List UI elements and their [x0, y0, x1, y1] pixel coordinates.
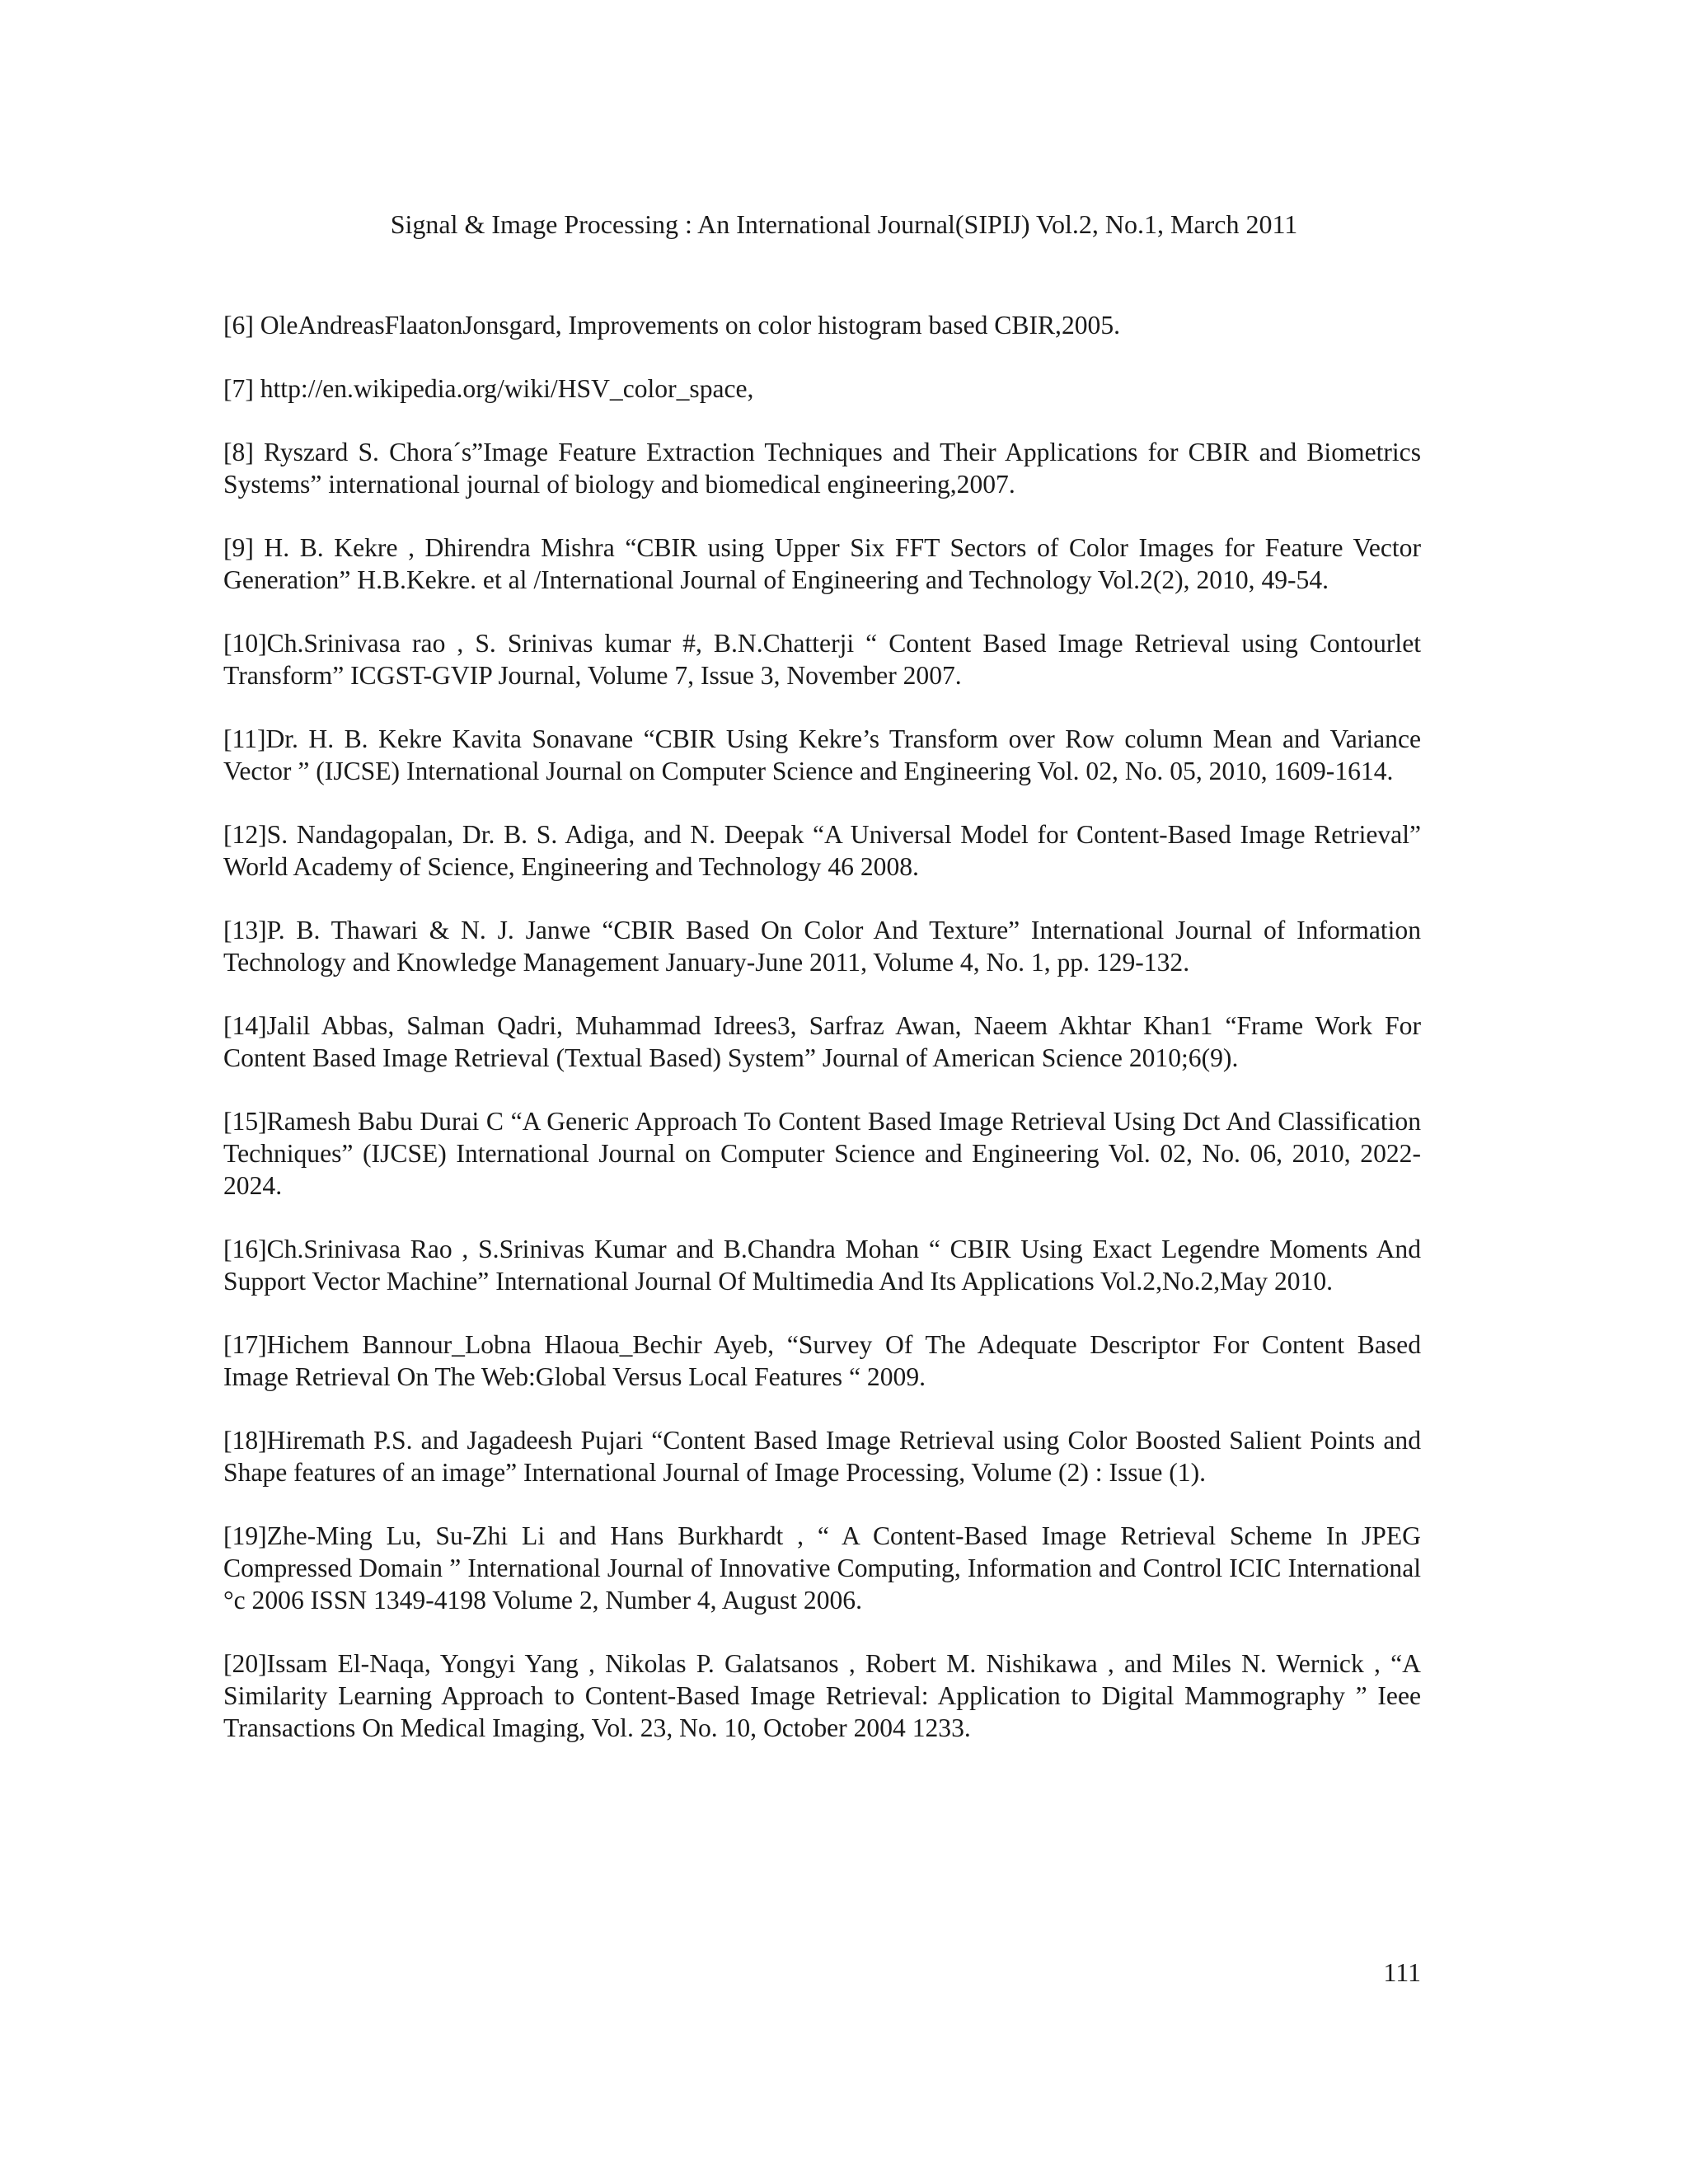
reference-8: [8] Ryszard S. Chora´s”Image Feature Extraction Techniques and Their Applications for CBIR and Biometrics Systems” international journal of biology and biomedical engineering,2007. [223, 438, 1421, 499]
running-header: Signal & Image Processing : An International Journal(SIPIJ) Vol.2, No.1, March 2011 [390, 209, 1298, 239]
reference-20: [20]Issam El-Naqa, Yongyi Yang , Nikolas P. Galatsanos , Robert M. Nishikawa , and Miles N. Wernick , “A Similarity Learning Approach to Content-Based Image Retrieval: Application to Digital Mammography ” Ieee Transactions On Medical Imaging, Vol. 23, No. 10, October 2004 1233. [223, 1649, 1421, 1742]
reference-6: [6] OleAndreasFlaatonJonsgard, Improvements on color histogram based CBIR,2005. [223, 311, 1121, 340]
reference-9: [9] H. B. Kekre , Dhirendra Mishra “CBIR using Upper Six FFT Sectors of Color Images for Feature Vector Generation” H.B.Kekre. et al /International Journal of Engineering and Technology Vol.2(2), 2010, 49-54. [223, 533, 1421, 594]
reference-19: [19]Zhe-Ming Lu, Su-Zhi Li and Hans Burkhardt , “ A Content-Based Image Retrieval Scheme In JPEG Compressed Domain ” International Journal of Innovative Computing, Information and Control ICIC International °c 2006 ISSN 1349-4198 Volume 2, Number 4, August 2006. [223, 1521, 1421, 1615]
reference-14: [14]Jalil Abbas, Salman Qadri, Muhammad Idrees3, Sarfraz Awan, Naeem Akhtar Khan1 “Frame Work For Content Based Image Retrieval (Textual Based) System” Journal of American Science 2010;6(9). [223, 1011, 1421, 1072]
reference-18: [18]Hiremath P.S. and Jagadeesh Pujari “Content Based Image Retrieval using Color Boosted Salient Points and Shape features of an image” International Journal of Image Processing, Volume (2) : Issue (1). [223, 1426, 1421, 1487]
reference-list [223, 309, 1421, 1775]
reference-17: [17]Hichem Bannour_Lobna Hlaoua_Bechir Ayeb, “Survey Of The Adequate Descriptor For Content Based Image Retrieval On The Web:Global Versus Local Features “ 2009. [223, 1330, 1421, 1391]
reference-16: [16]Ch.Srinivasa Rao , S.Srinivas Kumar and B.Chandra Mohan “ CBIR Using Exact Legendre Moments And Support Vector Machine” International Journal Of Multimedia And Its Applications Vol.2,No.2,May 2010. [223, 1235, 1421, 1296]
reference-10: [10]Ch.Srinivasa rao , S. Srinivas kumar #, B.N.Chatterji “ Content Based Image Retrieval using Contourlet Transform” ICGST-GVIP Journal, Volume 7, Issue 3, November 2007. [223, 629, 1421, 690]
reference-7: [7] http://en.wikipedia.org/wiki/HSV_color_space, [223, 374, 754, 403]
page-number: 111 [1383, 1957, 1421, 1987]
reference-12: [12]S. Nandagopalan, Dr. B. S. Adiga, and N. Deepak “A Universal Model for Content-Based Image Retrieval” World Academy of Science, Engineering and Technology 46 2008. [223, 820, 1421, 881]
reference-13: [13]P. B. Thawari & N. J. Janwe “CBIR Based On Color And Texture” International Journal of Information Technology and Knowledge Management January-June 2011, Volume 4, No. 1, pp. 129-132. [223, 916, 1421, 977]
reference-15: [15]Ramesh Babu Durai C “A Generic Approach To Content Based Image Retrieval Using Dct And Classification Techniques” (IJCSE) International Journal on Computer Science and Engineering Vol. 02, No. 06, 2010, 2022-2024. [223, 1107, 1421, 1200]
reference-11: [11]Dr. H. B. Kekre Kavita Sonavane “CBIR Using Kekre’s Transform over Row column Mean and Variance Vector ” (IJCSE) International Journal on Computer Science and Engineering Vol. 02, No. 05, 2010, 1609-1614. [223, 724, 1421, 785]
